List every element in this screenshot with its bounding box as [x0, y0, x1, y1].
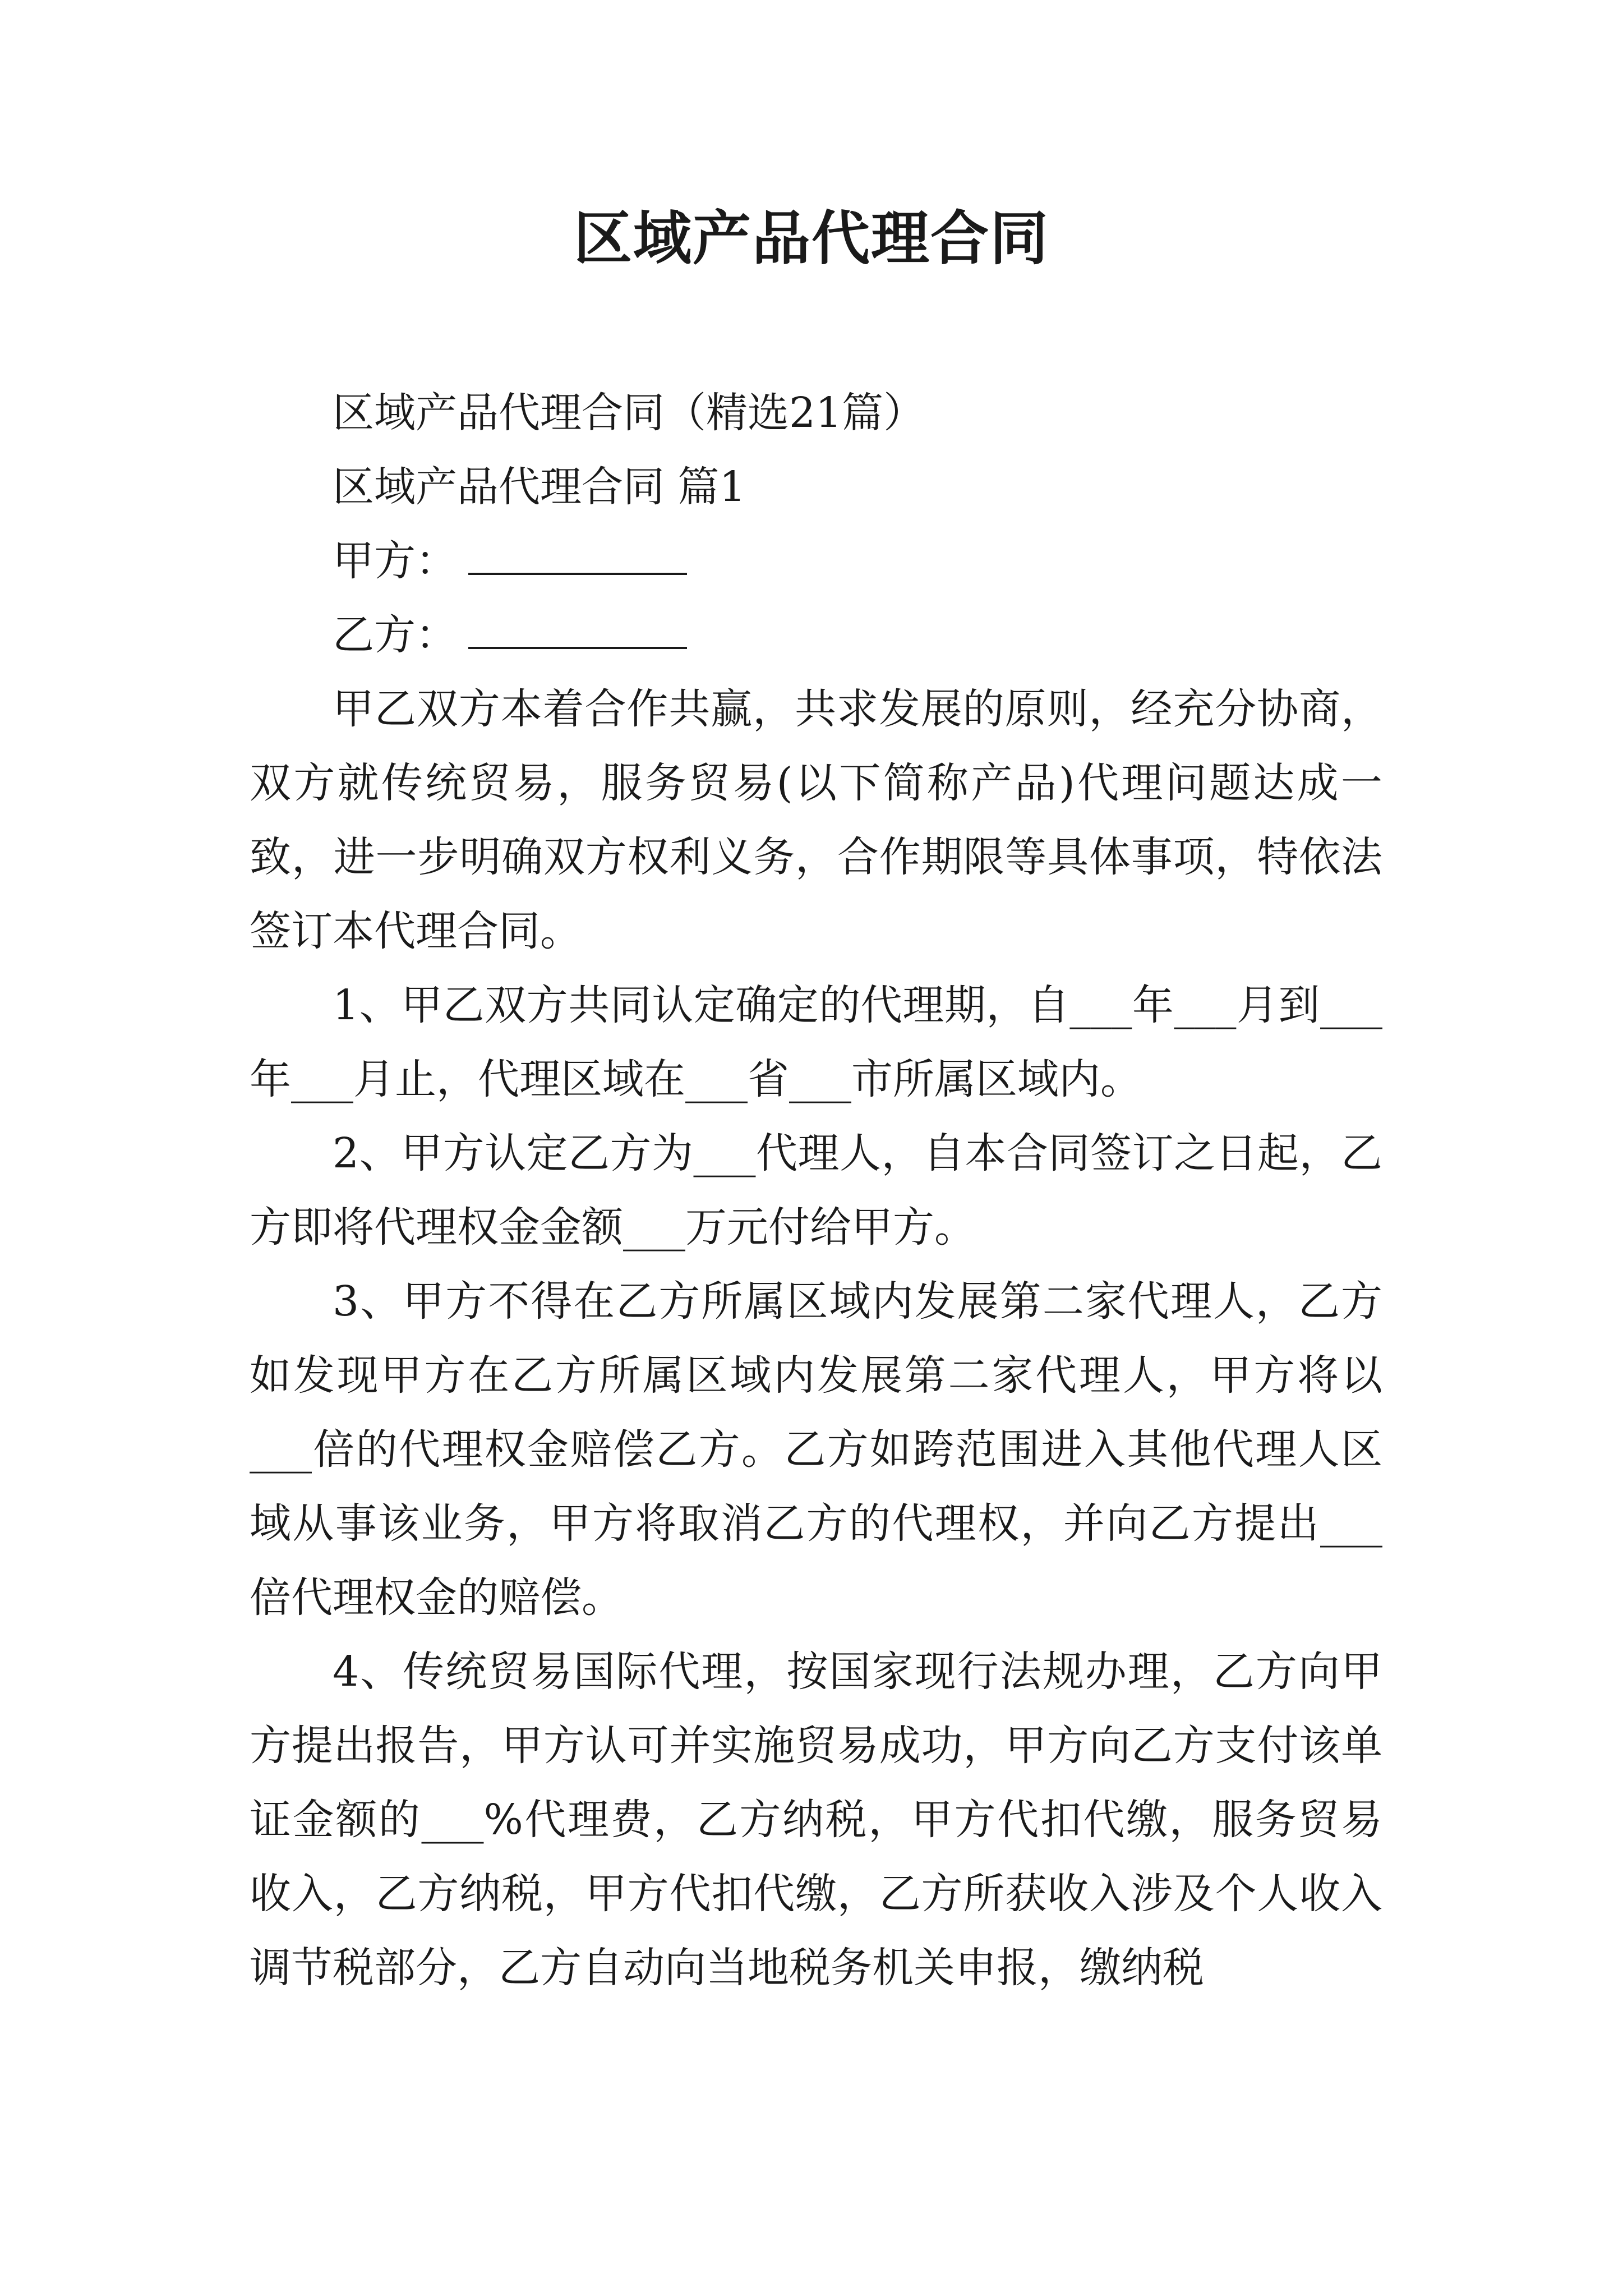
section-heading: 区域产品代理合同 篇1	[333, 463, 746, 511]
paragraph-intro: 甲乙双方本着合作共赢，共求发展的原则，经充分协商，双方就传统贸易，服务贸易(以下简称产品)代理问题达成一致，进一步明确双方权利义务，合作期限等具体事项，特依法签订本代理合同。	[250, 685, 1382, 955]
paragraph-clause-2: 2、甲方认定乙方为___代理人，自本合同签订之日起，乙方即将代理权金金额___万元付给甲方。	[250, 1129, 1382, 1251]
party-b-line	[250, 598, 1382, 672]
party-a-blank	[468, 528, 687, 575]
party-a-label: 甲方：	[333, 537, 457, 585]
document-title: 区域产品代理合同	[573, 204, 1049, 273]
paragraph-clause-3: 3、甲方不得在乙方所属区域内发展第二家代理人，乙方如发现甲方在乙方所属区域内发展第二家代理人，甲方将以___倍的代理权金赔偿乙方。乙方如跨范围进入其他代理人区域从事该业务，甲方将取消乙方的代理权，并向乙方提出___倍代理权金的赔偿。	[250, 1277, 1382, 1622]
party-a-line	[250, 524, 1382, 598]
party-b-label: 乙方：	[333, 611, 457, 659]
paragraph-clause-1: 1、甲乙双方共同认定确定的代理期，自___年___月到___年___月止，代理区域在___省___市所属区域内。	[250, 981, 1382, 1103]
party-b-blank	[468, 602, 687, 649]
document-subtitle: 区域产品代理合同（精选21篇）	[333, 389, 925, 437]
document-body	[250, 376, 1382, 2005]
paragraph-clause-4: 4、传统贸易国际代理，按国家现行法规办理，乙方向甲方提出报告，甲方认可并实施贸易成功，甲方向乙方支付该单证金额的___%代理费，乙方纳税，甲方代扣代缴，服务贸易收入，乙方纳税，甲方代扣代缴，乙方所获收入涉及个人收入调节税部分，乙方自动向当地税务机关申报，缴纳税	[250, 1648, 1382, 1992]
